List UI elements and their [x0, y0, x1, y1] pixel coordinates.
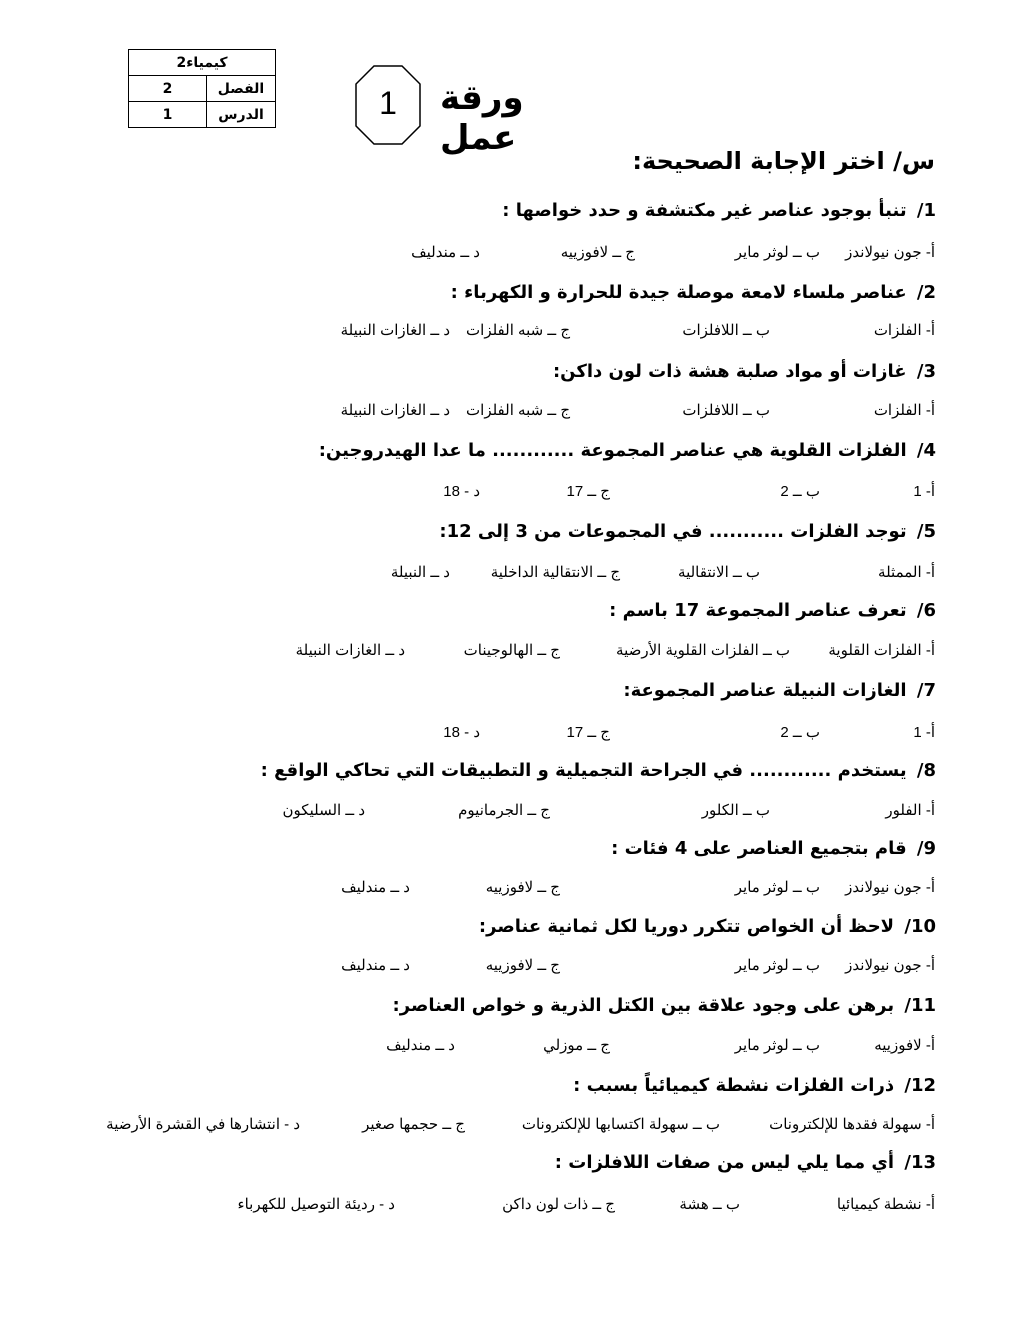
- answer-option-b[interactable]: ب ــ لوثر ماير: [734, 244, 820, 261]
- question-text: تعرف عناصر المجموعة 17 باسم :: [609, 600, 907, 621]
- question-text: الفلزات القلوية هي عناصر المجموعة ............ ما عدا الهيدروجين:: [318, 440, 907, 461]
- answer-option-a[interactable]: أ- جون نيولاندز: [845, 879, 935, 896]
- sheet-number: 1: [379, 85, 397, 121]
- question-text: برهن على وجود علاقة بين الكتل الذرية و خواص العناصر:: [392, 995, 895, 1016]
- answer-option-a[interactable]: أ- الفلور: [885, 802, 935, 819]
- answer-option-a[interactable]: أ- 1: [913, 483, 935, 500]
- answer-option-c[interactable]: ج ــ ذات لون داكن: [502, 1196, 615, 1213]
- question-text: يستخدم ............ في الجراحة التجميلية و التطبيقات التي تحاكي الواقع :: [260, 760, 907, 781]
- answer-option-a[interactable]: أ- لافوزييه: [874, 1037, 935, 1054]
- question-number: 13/: [904, 1152, 936, 1173]
- question-7: [623, 680, 936, 701]
- question-1: [502, 200, 936, 221]
- question-number: 12/: [904, 1075, 936, 1096]
- question-number: 6/: [916, 600, 936, 621]
- question-text: لاحظ أن الخواص تتكرر دوريا لكل ثمانية عناصر:: [478, 916, 895, 937]
- question-number: 1/: [916, 200, 936, 221]
- question-text: عناصر ملساء لامعة موصلة جيدة للحرارة و الكهرباء :: [450, 282, 907, 303]
- answer-option-c[interactable]: ج ــ حجمها صغير: [362, 1116, 465, 1133]
- answer-option-b[interactable]: ب ــ لوثر ماير: [734, 1037, 820, 1054]
- answer-option-b[interactable]: ب ــ 2: [780, 724, 820, 741]
- question-number: 8/: [916, 760, 936, 781]
- chapter-label: الفصل: [207, 76, 276, 102]
- answer-option-c[interactable]: ج ــ الجرمانيوم: [458, 802, 550, 819]
- question-4: [319, 440, 936, 461]
- question-number: 10/: [904, 916, 936, 937]
- answer-option-b[interactable]: ب ــ 2: [780, 483, 820, 500]
- answer-option-c[interactable]: ج ــ لافوزييه: [485, 957, 560, 974]
- question-10: [479, 916, 936, 937]
- question-text: تنبأ بوجود عناصر غير مكتشفة و حدد خواصها :: [502, 200, 907, 221]
- answer-option-a[interactable]: أ- جون نيولاندز: [845, 244, 935, 261]
- answer-option-a[interactable]: أ- الممثلة: [878, 564, 935, 581]
- answer-option-c[interactable]: ج ــ لافوزييه: [560, 244, 635, 261]
- answer-option-b[interactable]: ب ــ سهولة اكتسابها للإلكترونات: [521, 1116, 720, 1133]
- lesson-value: 1: [129, 102, 207, 128]
- question-9: [611, 838, 936, 859]
- answer-option-c[interactable]: ج ــ شبه الفلزات: [466, 402, 570, 419]
- subject-cell: 2كيمياء: [129, 50, 276, 76]
- answer-option-d[interactable]: د ــ مندليف: [341, 879, 410, 896]
- question-text: أي مما يلي ليس من صفات اللافلزات :: [554, 1152, 895, 1173]
- answer-option-a[interactable]: أ- 1: [913, 724, 935, 741]
- question-6: [609, 600, 936, 621]
- question-number: 11/: [904, 995, 936, 1016]
- question-3: [553, 361, 936, 382]
- question-text: ذرات الفلزات نشطة كيميائياً بسبب :: [573, 1075, 895, 1096]
- answer-option-a[interactable]: أ- سهولة فقدها للإلكترونات: [769, 1116, 935, 1133]
- question-13: [555, 1152, 936, 1173]
- answer-option-c[interactable]: ج ــ شبه الفلزات: [466, 322, 570, 339]
- question-number: 2/: [916, 282, 936, 303]
- answer-option-b[interactable]: ب ــ لوثر ماير: [734, 879, 820, 896]
- question-text: توجد الفلزات ........... في المجموعات من 3 إلى 12:: [439, 521, 907, 542]
- question-text: غازات أو مواد صلبة هشة ذات لون داكن:: [552, 361, 907, 382]
- question-number: 3/: [916, 361, 936, 382]
- question-2: [451, 282, 936, 303]
- answer-option-b[interactable]: ب ــ الكلور: [701, 802, 770, 819]
- chapter-value: 2: [129, 76, 207, 102]
- answer-option-c[interactable]: ج ــ الانتقالية الداخلية: [490, 564, 620, 581]
- question-number: 9/: [916, 838, 936, 859]
- section-heading: س/ اختر الإجابة الصحيحة:: [632, 147, 935, 175]
- answer-option-d[interactable]: د - 18: [443, 724, 480, 741]
- answer-option-a[interactable]: أ- الفلزات القلوية: [828, 642, 935, 659]
- answer-option-d[interactable]: د - انتشارها في القشرة الأرضية: [106, 1116, 300, 1133]
- info-table: [128, 49, 276, 128]
- page-title: ورقة عمل: [440, 78, 524, 158]
- answer-option-a[interactable]: أ- جون نيولاندز: [845, 957, 935, 974]
- answer-option-c[interactable]: ج ــ الهالوجينات: [463, 642, 560, 659]
- question-number: 7/: [916, 680, 936, 701]
- question-5: [439, 521, 936, 542]
- lesson-label: الدرس: [207, 102, 276, 128]
- answer-option-a[interactable]: أ- الفلزات: [873, 402, 935, 419]
- answer-option-b[interactable]: ب ــ اللافلزات: [682, 402, 770, 419]
- question-text: الغازات النبيلة عناصر المجموعة:: [623, 680, 907, 701]
- answer-option-b[interactable]: ب ــ الفلزات القلوية الأرضية: [616, 642, 790, 659]
- question-8: [261, 760, 936, 781]
- answer-option-b[interactable]: ب ــ الانتقالية: [678, 564, 760, 581]
- answer-option-b[interactable]: ب ــ اللافلزات: [682, 322, 770, 339]
- question-number: 4/: [916, 440, 936, 461]
- question-number: 5/: [916, 521, 936, 542]
- answer-option-d[interactable]: د ــ مندليف: [341, 957, 410, 974]
- answer-option-d[interactable]: د ــ الغازات النبيلة: [340, 322, 450, 339]
- answer-option-a[interactable]: أ- نشطة كيميائيا: [836, 1196, 935, 1213]
- question-12: [573, 1075, 936, 1096]
- answer-option-b[interactable]: ب ــ لوثر ماير: [734, 957, 820, 974]
- answer-option-b[interactable]: ب ــ هشة: [679, 1196, 740, 1213]
- answer-option-d[interactable]: د ــ السليكون: [282, 802, 365, 819]
- answer-option-d[interactable]: د ــ الغازات النبيلة: [340, 402, 450, 419]
- answer-option-d[interactable]: د ــ النبيلة: [390, 564, 450, 581]
- question-text: قام بتجميع العناصر على 4 فئات :: [611, 838, 907, 859]
- answer-option-a[interactable]: أ- الفلزات: [873, 322, 935, 339]
- question-11: [393, 995, 936, 1016]
- answer-option-c[interactable]: ج ــ 17: [566, 724, 610, 741]
- answer-option-c[interactable]: ج ــ موزلي: [543, 1037, 610, 1054]
- answer-option-d[interactable]: د - رديئة التوصيل للكهرباء: [237, 1196, 395, 1213]
- answer-option-d[interactable]: د ــ مندليف: [386, 1037, 455, 1054]
- answer-option-c[interactable]: ج ــ 17: [566, 483, 610, 500]
- answer-option-c[interactable]: ج ــ لافوزييه: [485, 879, 560, 896]
- answer-option-d[interactable]: د ــ الغازات النبيلة: [295, 642, 405, 659]
- answer-option-d[interactable]: د ــ مندليف: [411, 244, 480, 261]
- answer-option-d[interactable]: د - 18: [443, 483, 480, 500]
